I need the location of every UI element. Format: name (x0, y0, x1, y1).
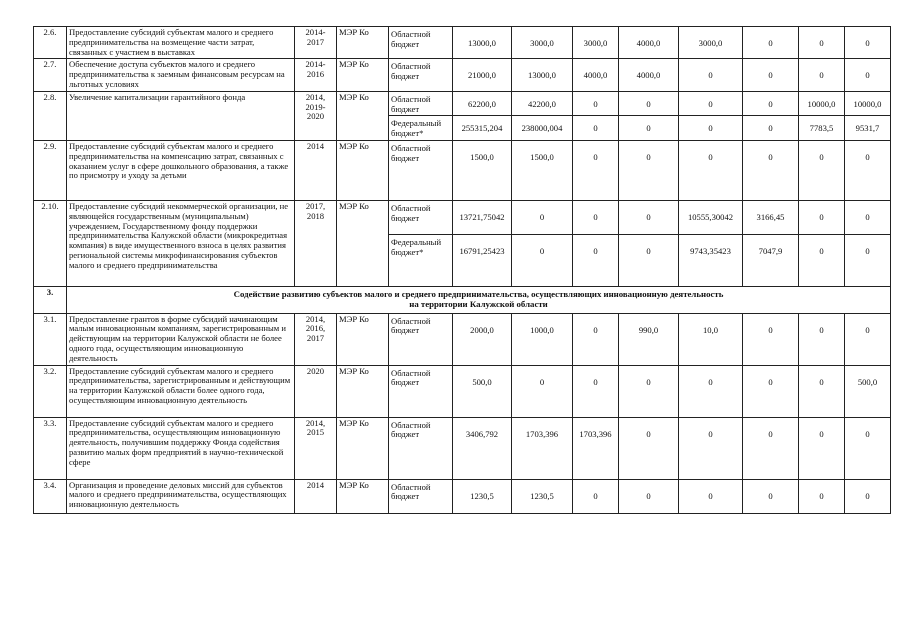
measure-years: 2014, 2016, 2017 (295, 313, 337, 365)
funding-value: 13000,0 (453, 27, 512, 59)
funding-value: 0 (619, 479, 679, 513)
funding-value: 42200,0 (512, 91, 573, 116)
funding-source: Областной бюджет (389, 365, 453, 417)
funding-value: 0 (573, 313, 619, 365)
row-number: 3.3. (34, 417, 67, 479)
funding-value: 0 (743, 59, 799, 91)
measure-executor: МЭР Ко (337, 365, 389, 417)
funding-value: 0 (679, 116, 743, 141)
funding-source: Областной бюджет (389, 27, 453, 59)
funding-value: 21000,0 (453, 59, 512, 91)
funding-value: 3406,792 (453, 417, 512, 479)
funding-value: 0 (799, 479, 845, 513)
row-number: 2.9. (34, 140, 67, 200)
funding-value: 0 (799, 27, 845, 59)
funding-value: 0 (845, 417, 891, 479)
funding-value: 0 (679, 91, 743, 116)
measure-years: 2014-2016 (295, 59, 337, 91)
funding-value: 0 (573, 91, 619, 116)
section-title-line1: Содействие развитию субъектов малого и среднего предпринимательства, осуществляющих инновационную деятельность (233, 288, 724, 299)
funding-value: 0 (619, 200, 679, 234)
measure-executor: МЭР Ко (337, 59, 389, 91)
measure-executor: МЭР Ко (337, 140, 389, 200)
funding-value: 13721,75042 (453, 200, 512, 234)
funding-source: Областной бюджет (389, 200, 453, 234)
measure-years: 2014 (295, 479, 337, 513)
funding-value: 0 (619, 116, 679, 141)
table-row (34, 479, 891, 513)
section-title-line2: на территории Калужской области (409, 298, 548, 309)
row-number: 2.6. (34, 27, 67, 59)
funding-value: 0 (679, 479, 743, 513)
funding-value: 16791,25423 (453, 234, 512, 286)
measure-years: 2014 (295, 140, 337, 200)
funding-value: 0 (799, 313, 845, 365)
measure-years: 2017, 2018 (295, 200, 337, 286)
funding-source: Областной бюджет (389, 140, 453, 200)
measure-name: Предоставление субсидий субъектам малого и среднего предпринимательства, зарегистрированным и действующим на территории Калужской области более одного года, осуществляющим инновационную деятельность (67, 365, 295, 417)
funding-value: 0 (845, 200, 891, 234)
measure-name: Предоставление субсидий субъектам малого и среднего предпринимательства на возмещение части затрат, связанных с участием в выставках (67, 27, 295, 59)
funding-value: 0 (799, 417, 845, 479)
funding-value: 9531,7 (845, 116, 891, 141)
funding-value: 0 (743, 91, 799, 116)
table-row (34, 59, 891, 91)
funding-value: 0 (743, 140, 799, 200)
funding-value: 0 (845, 140, 891, 200)
funding-source: Областной бюджет (389, 59, 453, 91)
funding-value: 10000,0 (799, 91, 845, 116)
table-row (34, 313, 891, 365)
row-number: 3.1. (34, 313, 67, 365)
table-row (34, 417, 891, 479)
funding-value: 0 (845, 27, 891, 59)
funding-value: 0 (743, 116, 799, 141)
funding-value: 0 (679, 140, 743, 200)
funding-value: 0 (512, 200, 573, 234)
funding-source: Федеральный бюджет* (389, 116, 453, 141)
funding-value: 0 (845, 479, 891, 513)
measure-executor: МЭР Ко (337, 91, 389, 140)
table-row (34, 365, 891, 417)
funding-value: 1000,0 (512, 313, 573, 365)
measure-executor: МЭР Ко (337, 417, 389, 479)
measure-years: 2014, 2015 (295, 417, 337, 479)
funding-value: 4000,0 (573, 59, 619, 91)
funding-value: 0 (743, 417, 799, 479)
funding-value: 500,0 (845, 365, 891, 417)
measure-years: 2014-2017 (295, 27, 337, 59)
funding-value: 0 (573, 200, 619, 234)
measure-name: Организация и проведение деловых миссий для субъектов малого и среднего предпринимательства, осуществляющих инновационную деятельность (67, 479, 295, 513)
section-number: 3. (34, 286, 67, 313)
row-number: 3.2. (34, 365, 67, 417)
measure-executor: МЭР Ко (337, 479, 389, 513)
funding-value: 1230,5 (512, 479, 573, 513)
funding-value: 3000,0 (512, 27, 573, 59)
funding-value: 0 (743, 27, 799, 59)
section-row (34, 286, 891, 313)
measure-executor: МЭР Ко (337, 313, 389, 365)
funding-value: 3166,45 (743, 200, 799, 234)
measure-name: Предоставление грантов в форме субсидий начинающим малым инновационным компаниям, зарегистрированным и действующим на территории Калужской области не более одного года, осуществляющим инновационную деятельность (67, 313, 295, 365)
measure-executor: МЭР Ко (337, 27, 389, 59)
funding-value: 0 (743, 479, 799, 513)
funding-value: 10,0 (679, 313, 743, 365)
funding-value: 62200,0 (453, 91, 512, 116)
funding-value: 0 (845, 313, 891, 365)
section-title (67, 286, 891, 313)
funding-value: 0 (619, 91, 679, 116)
funding-value: 7783,5 (799, 116, 845, 141)
funding-value: 0 (845, 234, 891, 286)
funding-value: 0 (619, 140, 679, 200)
funding-value: 2000,0 (453, 313, 512, 365)
funding-value: 0 (799, 365, 845, 417)
funding-value: 10000,0 (845, 91, 891, 116)
funding-value: 0 (573, 234, 619, 286)
table-row (34, 91, 891, 116)
table-body (34, 27, 891, 514)
funding-value: 0 (619, 234, 679, 286)
table-row (34, 140, 891, 200)
funding-value: 1500,0 (512, 140, 573, 200)
funding-value: 0 (512, 234, 573, 286)
funding-source: Областной бюджет (389, 479, 453, 513)
funding-value: 0 (799, 59, 845, 91)
funding-value: 4000,0 (619, 59, 679, 91)
funding-value: 1703,396 (573, 417, 619, 479)
funding-value: 0 (679, 365, 743, 417)
funding-value: 0 (573, 116, 619, 141)
funding-value: 1500,0 (453, 140, 512, 200)
row-number: 3.4. (34, 479, 67, 513)
funding-value: 255315,204 (453, 116, 512, 141)
funding-value: 990,0 (619, 313, 679, 365)
measure-name: Предоставление субсидий субъектам малого и среднего предпринимательства на компенсацию затрат, связанных с оказанием услуг в сфере дошкольного образования, а также по присмотру и уходу за детьми (67, 140, 295, 200)
funding-value: 3000,0 (679, 27, 743, 59)
table-row (34, 27, 891, 59)
funding-value: 0 (743, 365, 799, 417)
funding-value: 4000,0 (619, 27, 679, 59)
measure-name: Предоставление субсидий некоммерческой организации, не являющейся государственным (муниципальным) учреждением, Государственному фонду поддержки предпринимательства Калужской области (микрокредитная компания) в виде имущественного взноса в целях развития региональной системы микрофинансирования субъектов малого и среднего предпринимательства (67, 200, 295, 286)
funding-value: 0 (679, 417, 743, 479)
funding-value: 0 (573, 479, 619, 513)
funding-value: 0 (743, 313, 799, 365)
funding-value: 13000,0 (512, 59, 573, 91)
funding-source: Областной бюджет (389, 417, 453, 479)
funding-value: 0 (512, 365, 573, 417)
funding-value: 0 (573, 140, 619, 200)
measure-years: 2014, 2019-2020 (295, 91, 337, 140)
funding-value: 0 (573, 365, 619, 417)
row-number: 2.10. (34, 200, 67, 286)
funding-value: 10555,30042 (679, 200, 743, 234)
measure-name: Обеспечение доступа субъектов малого и среднего предпринимательства к заемным финансовым ресурсам на льготных условиях (67, 59, 295, 91)
funding-value: 0 (619, 417, 679, 479)
row-number: 2.8. (34, 91, 67, 140)
table-row (34, 200, 891, 234)
funding-value: 1703,396 (512, 417, 573, 479)
funding-value: 0 (799, 140, 845, 200)
funding-value: 1230,5 (453, 479, 512, 513)
funding-value: 0 (799, 200, 845, 234)
measure-executor: МЭР Ко (337, 200, 389, 286)
budget-table (33, 26, 891, 514)
funding-value: 9743,35423 (679, 234, 743, 286)
row-number: 2.7. (34, 59, 67, 91)
funding-source: Областной бюджет (389, 91, 453, 116)
funding-value: 238000,004 (512, 116, 573, 141)
funding-value: 500,0 (453, 365, 512, 417)
funding-source: Федеральный бюджет* (389, 234, 453, 286)
measure-name: Предоставление субсидий субъектам малого и среднего предпринимательства, осуществляющим инновационную деятельность, получившим поддержку Фонда содействия развитию малых форм предприятий в научно-технической сфере (67, 417, 295, 479)
measure-name: Увеличение капитализации гарантийного фонда (67, 91, 295, 140)
funding-value: 7047,9 (743, 234, 799, 286)
funding-value: 0 (799, 234, 845, 286)
funding-value: 0 (679, 59, 743, 91)
funding-value: 0 (619, 365, 679, 417)
funding-source: Областной бюджет (389, 313, 453, 365)
funding-value: 3000,0 (573, 27, 619, 59)
measure-years: 2020 (295, 365, 337, 417)
funding-value: 0 (845, 59, 891, 91)
